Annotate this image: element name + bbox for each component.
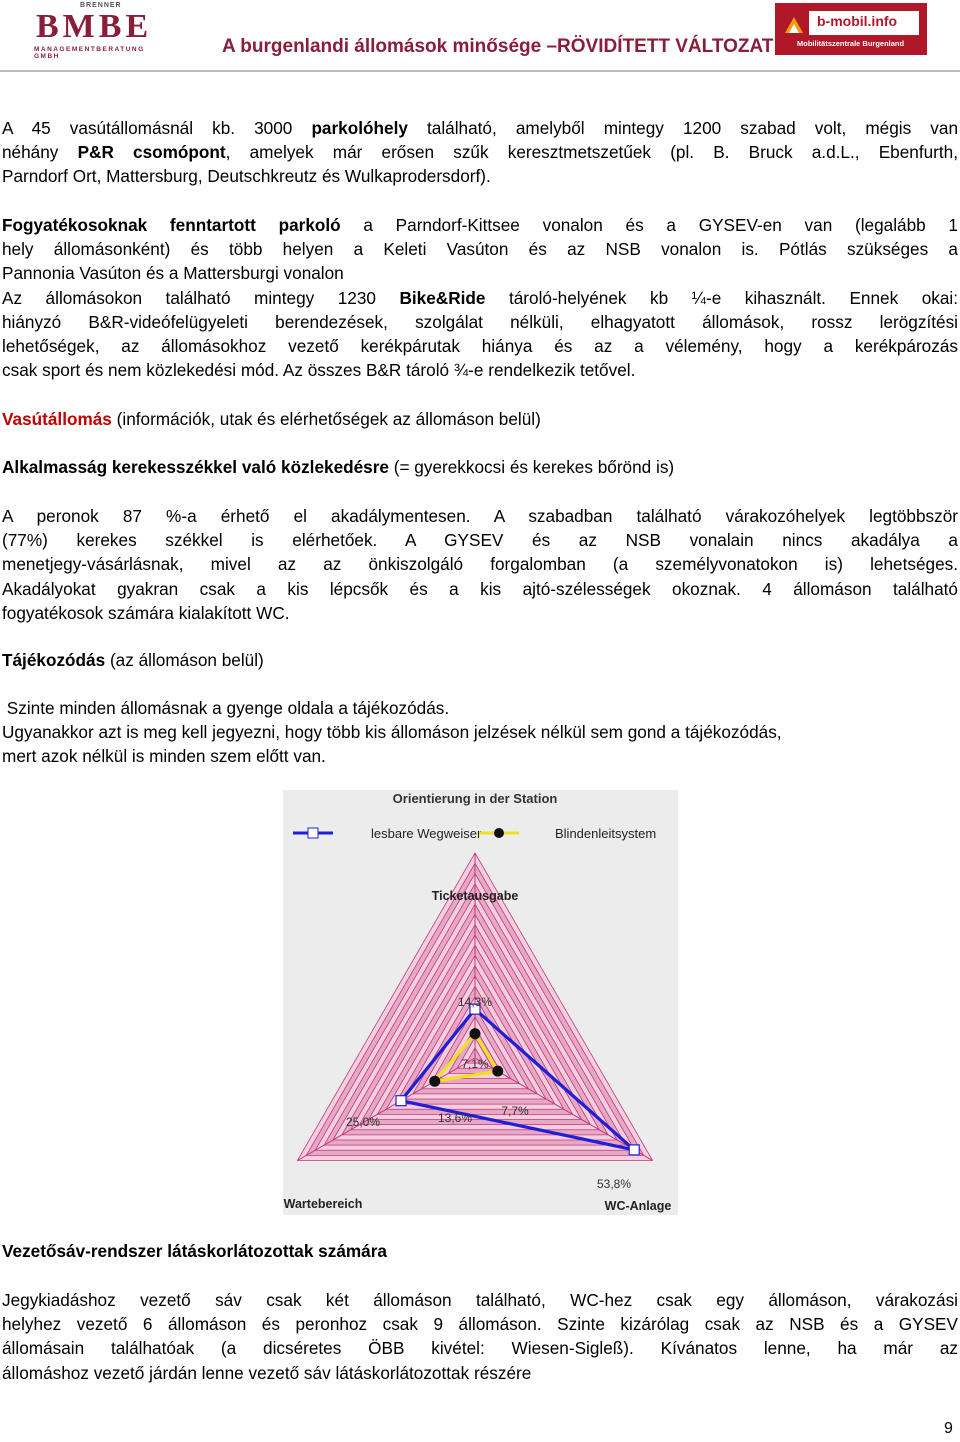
wheelchair-heading-title: Alkalmasság kerekesszékkel való közlekedésre bbox=[2, 457, 389, 477]
parking-paragraph bbox=[2, 116, 958, 189]
b-mobil-tagline: Mobilitätszentrale Burgenland bbox=[797, 39, 905, 48]
chart-data-label: 14,3% bbox=[457, 995, 493, 1009]
chart-data-label: 7,7% bbox=[501, 1104, 529, 1118]
legend-label: lesbare Wegweiser bbox=[371, 826, 482, 841]
guidance-heading-title: Vezetősáv-rendszer látáskorlátozottak számára bbox=[2, 1241, 387, 1261]
text-line: állomáshoz vezető járdán lenne vezető sáv látáskorlátozottak részére bbox=[2, 1362, 532, 1383]
guidance-paragraph bbox=[2, 1288, 958, 1385]
b-mobil-mark-icon bbox=[783, 15, 805, 37]
chart-data-label: 25,0% bbox=[345, 1115, 381, 1129]
text-line: menetjegy-vásárlásnak, mivel az az önkiszolgáló forgalomban (a személyvonatokon is) lehetséges. bbox=[2, 554, 958, 575]
text-line: lehetőségek, az állomásokhoz vezető kerékpárutak hiánya és az a vélemény, hogy a kerékpározás bbox=[2, 336, 958, 357]
text-line: Szinte minden állomásnak a gyenge oldala a tájékozódás. bbox=[2, 698, 450, 718]
logo-brenner-text: BRENNER bbox=[80, 2, 122, 9]
guidance-heading bbox=[2, 1239, 958, 1263]
legend-marker bbox=[494, 828, 504, 838]
text-line: fogyatékosok számára kialakított WC. bbox=[2, 602, 290, 623]
logo-sub-text: MANAGEMENTBERATUNG GMBH bbox=[34, 46, 145, 60]
text-line: néhány P&R csomópont, amelyek már erősen szűk keresztmetszetűek (pl. B. Bruck a.d.L., Ebenfurth, bbox=[2, 142, 958, 163]
text-line: helyhez vezető 6 állomáson és peronhoz csak 9 állomáson. Szinte kizárólag csak az NSB és a GYSEV bbox=[2, 1314, 958, 1335]
text-line: Parndorf Ort, Mattersburg, Deutschkreutz és Wulkaprodersdorf). bbox=[2, 166, 491, 187]
text-line: Fogyatékosoknak fenntartott parkoló a Parndorf-Kittsee vonalon és a GYSEV-en van (legalább 1 bbox=[2, 215, 958, 235]
b-mobil-name-box bbox=[809, 11, 919, 35]
page-number: 9 bbox=[944, 1420, 953, 1437]
text-line: (77%) kerekes székkel is elérhetőek. A GYSEV és az NSB vonalain nincs akadálya a bbox=[2, 530, 958, 551]
document-title: A burgenlandi állomások minősége –RÖVIDÍTETT VÁLTOZAT bbox=[222, 36, 774, 57]
disabled-parking-paragraph bbox=[2, 213, 958, 382]
chart-title: Orientierung in der Station bbox=[392, 791, 558, 806]
orientation-heading-title: Tájékozódás bbox=[2, 650, 106, 670]
text-line: Akadályokat gyakran csak a kis lépcsők és a kis ajtó-szélességek okoznak. 4 állomáson található bbox=[2, 578, 958, 599]
text-line: Az állomásokon található mintegy 1230 Bike&Ride tároló-helyének kb ¼-e kihasznált. Ennek okai: bbox=[2, 287, 959, 308]
b-mobil-name: b-mobil.info bbox=[817, 13, 898, 29]
station-heading-title: Vasútállomás bbox=[2, 409, 112, 429]
text-line: hely állomásonként) és több helyen a Keleti Vasúton és az NSB vonalon is. Pótlás szükséges a bbox=[2, 239, 958, 260]
text-line: Pannonia Vasúton és a Mattersburgi vonalon bbox=[2, 263, 344, 284]
orientation-heading: Tájékozódás (az állomáson belül) bbox=[2, 650, 264, 670]
chart-axis-label: Ticketausgabe bbox=[431, 889, 519, 903]
orientation-radar-chart bbox=[283, 790, 678, 1215]
chart-data-label: 13,6% bbox=[437, 1111, 473, 1125]
header-divider bbox=[0, 70, 960, 72]
wheelchair-heading: Alkalmasság kerekesszékkel való közlekedésre (= gyerekkocsi és kerekes bőrönd is) bbox=[2, 457, 675, 477]
chart-point bbox=[429, 1076, 440, 1087]
accessibility-paragraph bbox=[2, 504, 958, 625]
page-header bbox=[0, 0, 960, 70]
b-mobil-logo bbox=[775, 3, 927, 55]
chart-data-label: 53,8% bbox=[596, 1177, 632, 1191]
station-heading: Vasútállomás (információk, utak és elérhetőségek az állomáson belül) bbox=[2, 409, 541, 429]
chart-axis-label: Wartebereich bbox=[283, 1197, 363, 1211]
text-line: A 45 vasútállomásnál kb. 3000 parkolóhely található, amelyből mintegy 1200 szabad volt, mégis van bbox=[2, 118, 958, 138]
text-line: állomásain találhatóak (a dicséretes ÖBB kivétel: Wiesen-Sigleß). Kívánatos lenne, ha már az bbox=[2, 1338, 958, 1359]
text-line: A peronok 87 %-a érhető el akadálymentesen. A szabadban található várakozóhelyek legtöbbször bbox=[2, 506, 958, 526]
chart-point bbox=[470, 1028, 481, 1039]
chart-axis-label: WC-Anlage bbox=[604, 1199, 672, 1213]
legend-marker bbox=[308, 828, 318, 838]
bmbe-logo bbox=[32, 2, 172, 60]
logo-bmbe-text: BMBE bbox=[36, 8, 153, 45]
chart-data-label: 7,1% bbox=[461, 1057, 489, 1071]
orientation-paragraph bbox=[2, 696, 958, 769]
text-line: hiányzó B&R-videófelügyeleti berendezések, szolgálat nélküli, elhagyatott állomások, rossz lerögzítési bbox=[2, 311, 958, 332]
text-line: Jegykiadáshoz vezető sáv csak két állomáson található, WC-hez csak egy állomáson, várakozási bbox=[2, 1290, 958, 1310]
text-line: csak sport és nem közlekedési mód. Az összes B&R tároló ¾-e rendelkezik tetővel. bbox=[2, 360, 636, 381]
text-line: mert azok nélkül is minden szem előtt van. bbox=[2, 746, 326, 767]
chart-point bbox=[492, 1066, 503, 1077]
legend-label: Blindenleitsystem bbox=[555, 826, 657, 841]
chart-point bbox=[629, 1145, 639, 1155]
text-line: Ugyanakkor azt is meg kell jegyezni, hogy több kis állomáson jelzések nélkül sem gond a tájékozódás, bbox=[2, 722, 782, 743]
chart-point bbox=[396, 1096, 406, 1106]
